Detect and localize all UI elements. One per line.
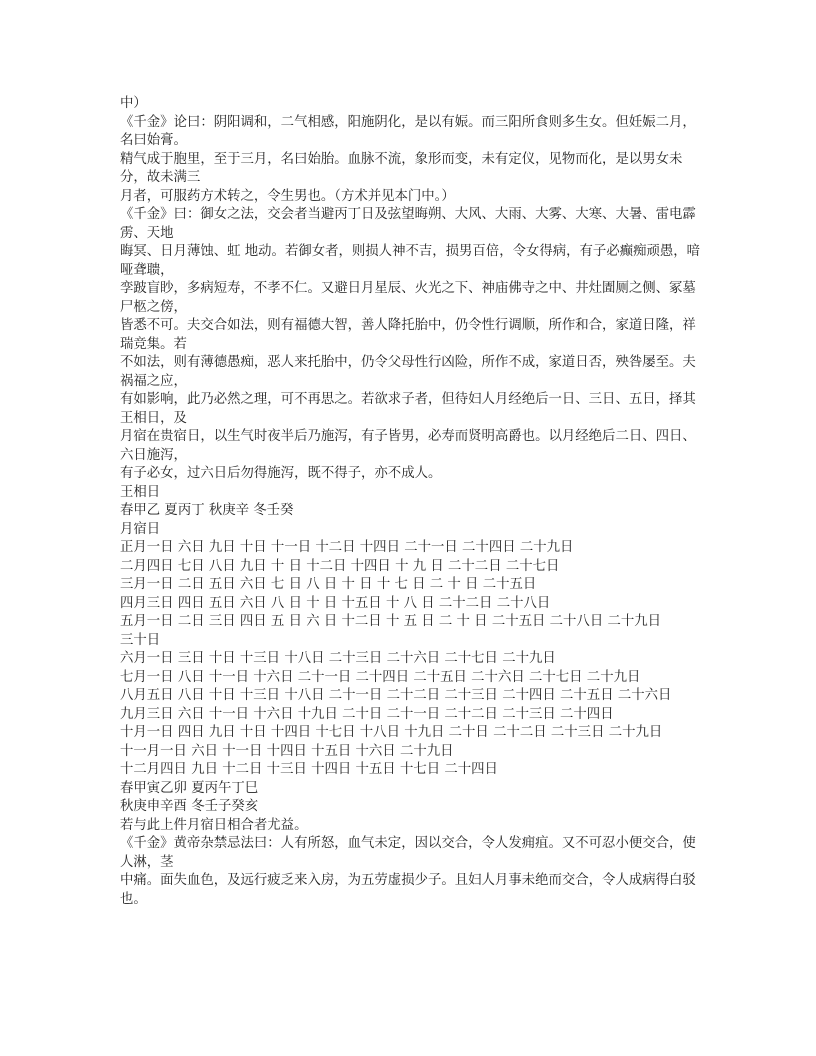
text-line: 精气成于胞里，至于三月，名曰始胎。血脉不流，象形而变，未有定仪，见物而化，是以男女未分，故未满三 (120, 151, 683, 185)
text-line: 孪跛盲眇，多病短寿，不孝不仁。又避日月星辰、火光之下、神庙佛寺之中、井灶圊厕之侧、冢墓尸柩之傍， (120, 281, 696, 315)
month-row: 三月一日 二日 五日 六日 七 日 八 日 十 日 十 七 日 二 十 日 二十五日 (120, 577, 537, 592)
text-line: 《千金》黄帝杂禁忌法曰：人有所怒，血气未定，因以交合，令人发痈疽。又不可忍小便交合，使人淋，茎 (120, 836, 696, 870)
text-line: 有子必女，过六日后勿得施泻，既不得子，亦不成人。 (120, 466, 442, 481)
month-row: 十一月一日 六日 十一日 十四日 十五日 十六日 二十九日 (120, 743, 454, 759)
text-line: 不如法，则有薄德愚痴，恶人来托胎中，仍令父母性行凶险，所作不成，家道日否，殃咎屡至。夫祸福之应， (120, 355, 696, 389)
text-line: 若与此上件月宿日相合者尤益。 (120, 817, 308, 833)
text-line: 月者，可服药方术转之，令生男也。（方术并见本门中。） (120, 188, 455, 204)
month-row: 七月一日 八日 十一日 十六日 二十一日 二十四日 二十五日 二十六日 二十七日 二十九日 (120, 669, 641, 685)
month-row: 四月三日 四日 五日 六日 八 日 十 日 十五日 十 八 日 二十二日 二十八日 (120, 595, 551, 611)
section-heading-wangxiang: 王相日 (120, 484, 161, 500)
text-line: 中痛。面失血色，及远行疲乏来入房，为五劳虚损少子。且妇人月事未绝而交合，令人成病得白驳也。 (120, 873, 696, 907)
document-page (120, 95, 702, 909)
text-line: 《千金》论曰：阴阳调和，二气相感，阳施阴化，是以有娠。而三阳所食则多生女。但妊娠二月，名曰始膏。 (120, 114, 696, 148)
section-heading-yuexiu: 月宿日 (120, 521, 161, 537)
text-line: 中） (120, 96, 147, 111)
text-line: 月宿在贵宿日，以生气时夜半后乃施泻，有子皆男，必寿而贤明高爵也。以月经绝后二日、四日、六日施泻， (120, 429, 696, 463)
month-row: 八月五日 八日 十日 十三日 十八日 二十一日 二十二日 二十三日 二十四日 二十五日 二十六日 (120, 688, 672, 703)
text-line: 有如影响，此乃必然之理，可不再思之。若欲求子者，但待妇人月经绝后一日、三日、五日，择其王相日，及 (120, 392, 696, 426)
text-line: 皆悉不可。夫交合如法，则有福德大智，善人降托胎中，仍令性行调顺，所作和合，家道日隆，祥瑞竞集。若 (120, 318, 696, 352)
month-row: 十月一日 四日 九日 十日 十四日 十七日 十八日 十九日 二十日 二十二日 二十三日 二十九日 (120, 725, 663, 740)
month-row: 五月一日 二日 三日 四日 五 日 六 日 十二日 十 五 日 二 十 日 二十五日 二十八日 二十九日 (120, 614, 662, 629)
month-row: 正月一日 六日 九日 十日 十一日 十二日 十四日 二十一日 二十四日 二十九日 (120, 540, 574, 555)
month-row: 十二月四日 九日 十二日 十三日 十四日 十五日 十七日 二十四日 (120, 762, 498, 777)
season-row: 秋庚申辛酉 冬壬子癸亥 (120, 799, 259, 814)
text-line: 晦冥、日月薄蚀、虹 地动。若御女者，则损人神不吉，损男百倍，令女得病，有子必癫痴顽愚，喑哑聋聩， (120, 244, 701, 278)
season-row: 春甲乙 夏丙丁 秋庚辛 冬壬癸 (120, 503, 294, 518)
text-line: 《千金》曰：御女之法，交会者当避丙丁日及弦望晦朔、大风、大雨、大雾、大寒、大暑、雷电霹雳、天地 (120, 207, 696, 241)
season-row: 春甲寅乙卯 夏丙午丁巳 (120, 780, 259, 796)
month-row-continued: 三十日 (120, 632, 161, 648)
month-row: 六月一日 三日 十日 十三日 十八日 二十三日 二十六日 二十七日 二十九日 (120, 651, 556, 666)
month-row: 九月三日 六日 十一日 十六日 十九日 二十日 二十一日 二十二日 二十三日 二十四日 (120, 706, 614, 722)
month-row: 二月四日 七日 八日 九日 十 日 十二日 十四日 十 九 日 二十二日 二十七日 (120, 558, 560, 574)
